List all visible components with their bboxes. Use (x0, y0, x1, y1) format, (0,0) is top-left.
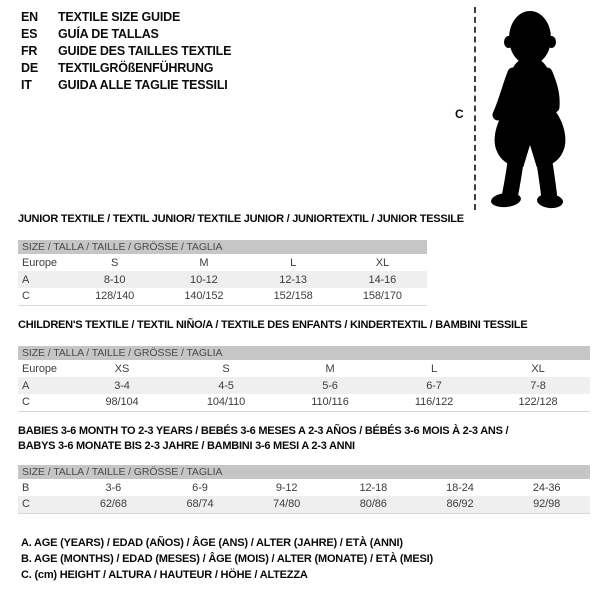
language-code: ES (21, 26, 38, 41)
language-label: TEXTILE SIZE GUIDE (58, 9, 181, 24)
childrens-table-title: CHILDREN'S TEXTILE / TEXTIL NIÑO/A / TEXTILE DES ENFANTS / KINDERTEXTIL / BAMBINI TESSILE (18, 319, 528, 331)
table-cell: 68/74 (157, 496, 244, 513)
footnote-age-months: B. AGE (MONTHS) / EDAD (MESES) / ÂGE (MOIS) / ALTER (MONATE) / ETÀ (MESI) (21, 553, 433, 565)
language-row (21, 59, 231, 76)
junior-size-table (18, 240, 427, 306)
size-header-cell: SIZE / TALLA / TAILLE / GRÖSSE / TAGLIA (18, 346, 590, 360)
table-cell: XS (114, 362, 130, 375)
footnote-age-years: A. AGE (YEARS) / EDAD (AÑOS) / ÂGE (ANS) / ALTER (JAHRE) / ETÀ (ANNI) (21, 537, 403, 549)
footnotes-block (21, 535, 433, 583)
table-cell: 62/68 (70, 496, 157, 513)
language-code: FR (21, 43, 38, 58)
table-cell: 86/92 (417, 496, 504, 513)
row-label: B (22, 481, 30, 494)
babies-table-title-wrap (18, 424, 590, 454)
table-row (18, 479, 590, 496)
table-cell: 6-7 (382, 377, 486, 394)
table-cell: XL (375, 256, 389, 269)
baby-figure-block (446, 4, 596, 216)
babies-table-title-line1: BABIES 3-6 MONTH TO 2-3 YEARS / BEBÉS 3-6 MESES A 2-3 AÑOS / BÉBÉS 3-6 MOIS À 2-3 ANS / (18, 425, 509, 437)
row-label: Europe (22, 362, 57, 375)
row-label: C (18, 496, 70, 513)
table-cell: 92/98 (503, 496, 590, 513)
size-header-cell: SIZE / TALLA / TAILLE / GRÖSSE / TAGLIA (18, 240, 427, 254)
size-header-row (18, 465, 590, 479)
height-measure-label: C (455, 107, 464, 121)
table-cell: 10-12 (159, 271, 248, 288)
table-row (18, 254, 427, 271)
junior-textile-section (18, 213, 464, 306)
table-cell: M (199, 256, 209, 269)
table-cell: 5-6 (278, 377, 382, 394)
language-label: TEXTILGRÖßENFÜHRUNG (58, 60, 214, 75)
footnote-height-cm: C. (cm) HEIGHT / ALTURA / HAUTEUR / HÖHE / ALTEZZA (21, 569, 308, 581)
height-measure-line (474, 7, 476, 210)
table-cell: 9-12 (275, 481, 298, 494)
table-cell: 98/104 (105, 396, 139, 409)
size-header-cell: SIZE / TALLA / TAILLE / GRÖSSE / TAGLIA (18, 465, 590, 479)
babies-table-title-line2: BABYS 3-6 MONATE BIS 2-3 JAHRE / BAMBINI 3-6 MESI A 2-3 ANNI (18, 440, 355, 452)
table-cell: L (290, 256, 297, 269)
table-cell: 8-10 (70, 271, 159, 288)
table-cell: 122/128 (518, 396, 558, 409)
language-code: EN (21, 9, 38, 24)
childrens-size-table (18, 346, 590, 412)
table-cell: 152/158 (273, 290, 313, 303)
babies-textile-section (18, 424, 590, 514)
language-row (21, 8, 231, 25)
table-cell: S (222, 362, 230, 375)
table-cell: S (111, 256, 119, 269)
table-row (18, 271, 427, 288)
table-cell: 74/80 (243, 496, 330, 513)
table-row (18, 496, 590, 513)
table-cell: 3-4 (70, 377, 174, 394)
table-row (18, 377, 590, 394)
table-cell: 3-6 (105, 481, 122, 494)
table-cell: 6-9 (192, 481, 208, 494)
table-cell: 12-13 (249, 271, 338, 288)
table-cell: 158/170 (362, 290, 402, 303)
row-label: C (22, 290, 30, 303)
table-cell: 24-36 (532, 481, 561, 494)
babies-size-table (18, 465, 590, 514)
row-label: A (18, 271, 70, 288)
language-label: GUIDE DES TAILLES TEXTILE (58, 43, 232, 58)
baby-silhouette-icon (482, 7, 572, 209)
size-header-row (18, 240, 427, 254)
language-row (21, 25, 231, 42)
junior-table-title: JUNIOR TEXTILE / TEXTIL JUNIOR/ TEXTILE JUNIOR / JUNIORTEXTIL / JUNIOR TESSILE (18, 213, 464, 225)
table-cell: 104/110 (206, 396, 246, 409)
language-label: GUIDA ALLE TAGLIE TESSILI (58, 77, 228, 92)
table-cell: XL (531, 362, 545, 375)
row-label: Europe (22, 256, 57, 269)
row-label: A (18, 377, 70, 394)
table-cell: 116/122 (414, 396, 454, 409)
table-row (18, 394, 590, 411)
table-cell: 4-5 (174, 377, 278, 394)
table-cell: L (430, 362, 438, 375)
language-code: IT (21, 77, 32, 92)
table-cell: M (325, 362, 335, 375)
table-cell: 128/140 (95, 290, 135, 303)
language-label: GUÍA DE TALLAS (58, 26, 159, 41)
row-label: C (22, 396, 30, 409)
language-row (21, 42, 231, 59)
table-row (18, 360, 590, 377)
language-list (21, 8, 231, 93)
table-row (18, 288, 427, 305)
language-code: DE (21, 60, 38, 75)
childrens-textile-section (18, 319, 590, 412)
table-cell: 12-18 (359, 481, 388, 494)
table-cell: 14-16 (338, 271, 427, 288)
table-cell: 18-24 (446, 481, 474, 494)
table-cell: 140/152 (184, 290, 224, 303)
size-header-row (18, 346, 590, 360)
language-row (21, 76, 231, 93)
table-cell: 80/86 (330, 496, 417, 513)
table-cell: 110/116 (311, 396, 349, 409)
table-cell: 7-8 (486, 377, 590, 394)
